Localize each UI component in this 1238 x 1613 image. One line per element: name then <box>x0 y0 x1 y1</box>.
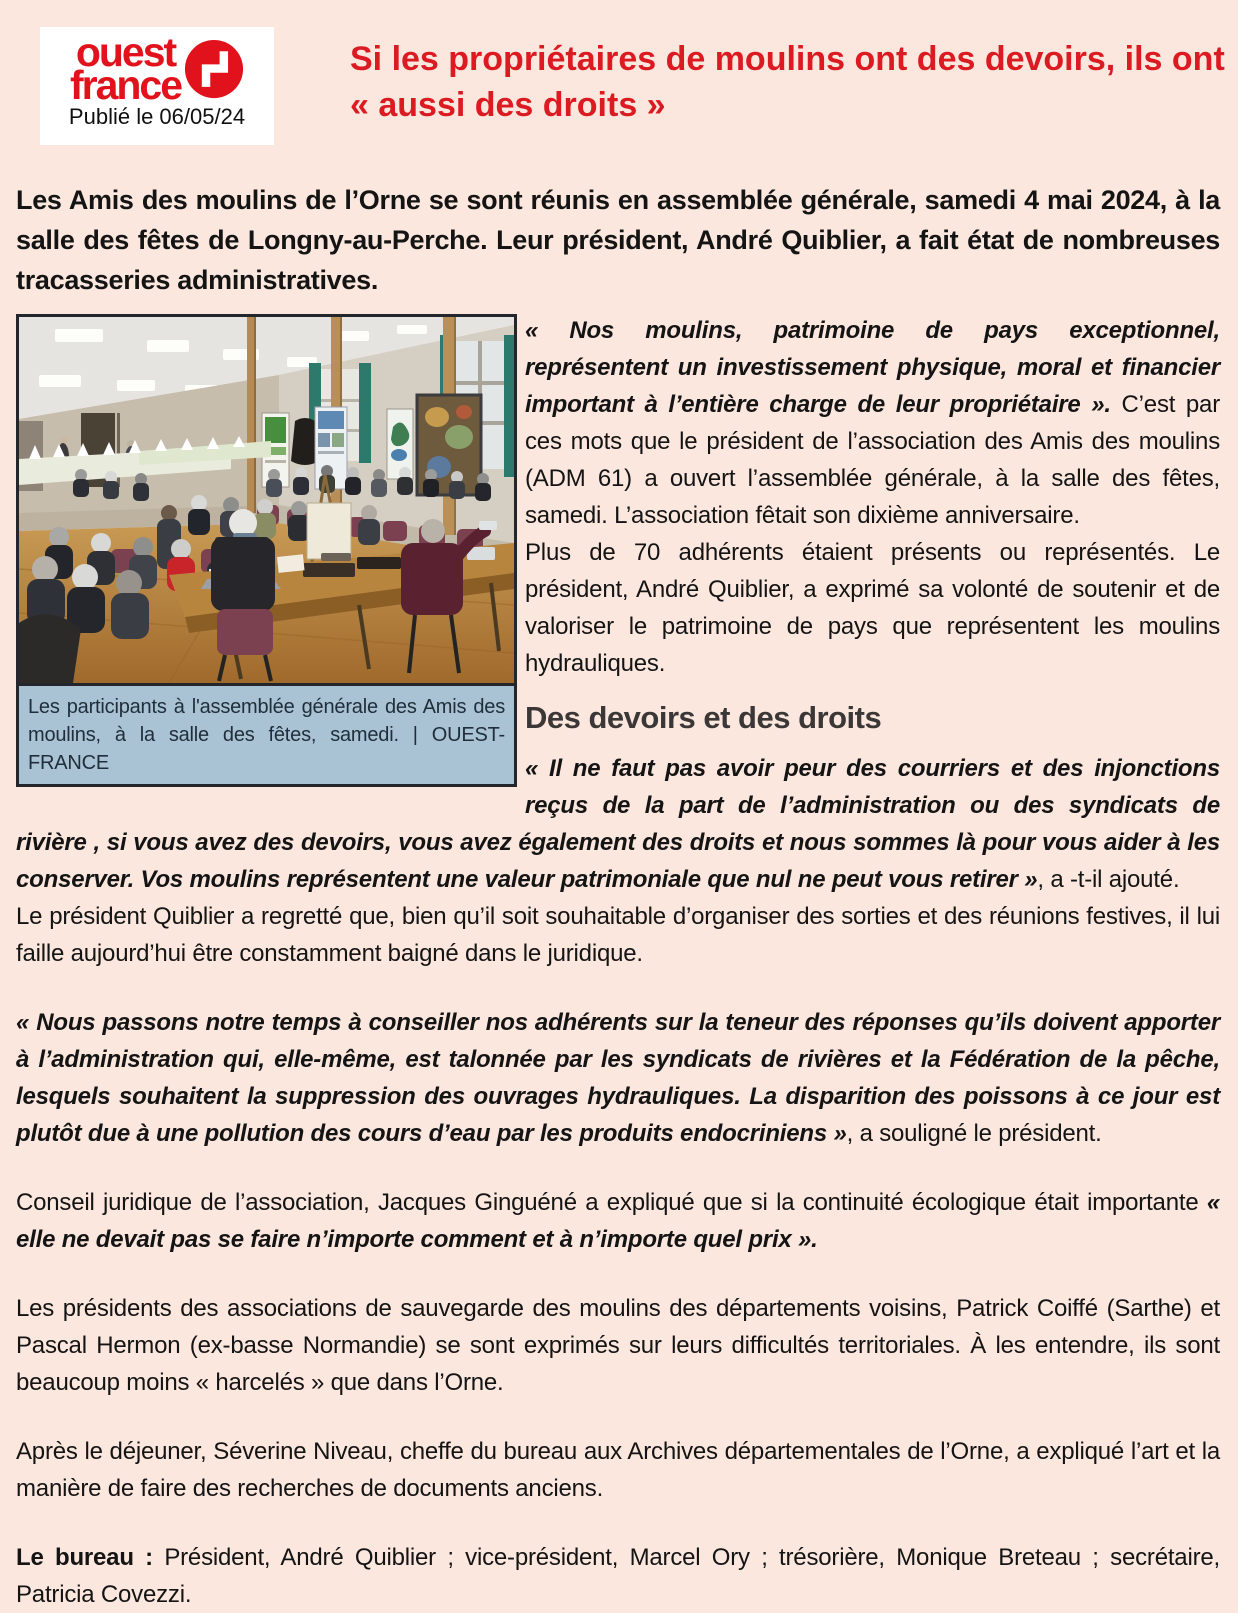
logo-word-1: ouest <box>75 29 176 75</box>
article-photo <box>16 314 517 787</box>
paragraph <box>16 1184 1220 1258</box>
photo-caption: Les participants à l'assemblée générale des Amis des moulins, à la salle des fêtes, samedi. | OUEST-FRANCE <box>19 683 514 784</box>
photo-illustration <box>19 317 514 683</box>
text-segment: Les présidents des associations de sauvegarde des moulins des départements voisins, Patrick Coiffé (Sarthe) et Pascal Hermon (ex-basse Normandie) se sont exprimés sur leurs difficultés territoriales. À les entendre, ils sont beaucoup moins « harcelés » que dans l’Orne. <box>16 1295 1220 1396</box>
paragraph <box>16 898 1220 972</box>
text-segment: Président, André Quiblier ; vice-président, Marcel Ory ; trésorière, Monique Breteau ; secrétaire, Patricia Covezzi. <box>16 1544 1220 1608</box>
text-segment: Le président Quiblier a regretté que, bien qu’il soit souhaitable d’organiser des sorties et des réunions festives, il lui faille aujourd’hui être constamment baigné dans le juridique. <box>16 903 1220 967</box>
text-segment: Plus de 70 adhérents étaient présents ou représentés. Le président, André Quiblier, a exprimé sa volonté de soutenir et de valoriser le patrimoine de pays que représentent les moulins hydrauliques. <box>525 539 1220 677</box>
text-segment: Après le déjeuner, Séverine Niveau, cheffe du bureau aux Archives départementales de l’Orne, a expliqué l’art et la manière de faire des recherches de documents anciens. <box>16 1438 1220 1502</box>
paragraph <box>16 1539 1220 1613</box>
paragraph <box>16 1433 1220 1507</box>
publish-date: Publié le 06/05/24 <box>68 104 246 129</box>
ouest-france-logo-icon <box>184 39 244 99</box>
text-segment: « Nos moulins, patrimoine de pays exceptionnel, représentent un investissement physique, moral et financier important à l’entière charge de leur propriétaire ». <box>525 317 1220 418</box>
text-segment: C’est par ces mots que le président de l’association des Amis des moulins (ADM 61) a ouvert l’assemblée générale, à la salle des fêtes, samedi. L’association fêtait son dixième anniversaire. <box>525 391 1220 529</box>
text-segment: « elle ne devait pas se faire n’importe comment et à n’importe quel prix ». <box>16 1189 1220 1253</box>
paragraph <box>16 1004 1220 1152</box>
article-lede: Les Amis des moulins de l’Orne se sont réunis en assemblée générale, samedi 4 mai 2024, à la salle des fêtes de Longny-au-Perche. Leur président, André Quiblier, a fait état de nombreuses tracasseries administratives. <box>16 185 1220 295</box>
text-segment: Le bureau : <box>16 1544 165 1571</box>
text-segment: « Il ne faut pas avoir peur des courriers et des injonctions reçus de la part de l’administration ou des syndicats de rivière , si vous avez des devoirs, vous avez également des droits et nous sommes là pour vous aider à les conserver. Vos moulins représentent une valeur patrimoniale que nul ne peut vous retirer » <box>16 755 1220 893</box>
page-header <box>16 0 1225 150</box>
logo-wordmark <box>69 29 182 108</box>
paragraph <box>16 1290 1220 1401</box>
ouest-france-logo <box>40 27 274 145</box>
text-segment: , a -t-il ajouté. <box>1037 866 1180 893</box>
article-body <box>16 312 1220 1613</box>
text-segment: , a souligné le président. <box>846 1120 1102 1147</box>
logo-word-2: france <box>69 62 182 108</box>
text-segment: Conseil juridique de l’association, Jacques Ginguéné a expliqué que si la continuité écologique était importante <box>16 1189 1207 1216</box>
article-title: Si les propriétaires de moulins ont des devoirs, ils ont « aussi des droits » <box>350 40 1225 124</box>
text-segment: « Nous passons notre temps à conseiller nos adhérents sur la teneur des réponses qu’ils doivent apporter à l’administration qui, elle-même, est talonnée par les syndicats de rivières et la Fédération de la pêche, lesquels souhaitent la suppression des ouvrages hydrauliques. La disparition des poissons à ce jour est plutôt due à une pollution des cours d’eau par les produits endocriniens » <box>16 1009 1220 1147</box>
logo-mark <box>69 29 244 108</box>
section-heading: Des devoirs et des droits <box>525 700 882 735</box>
